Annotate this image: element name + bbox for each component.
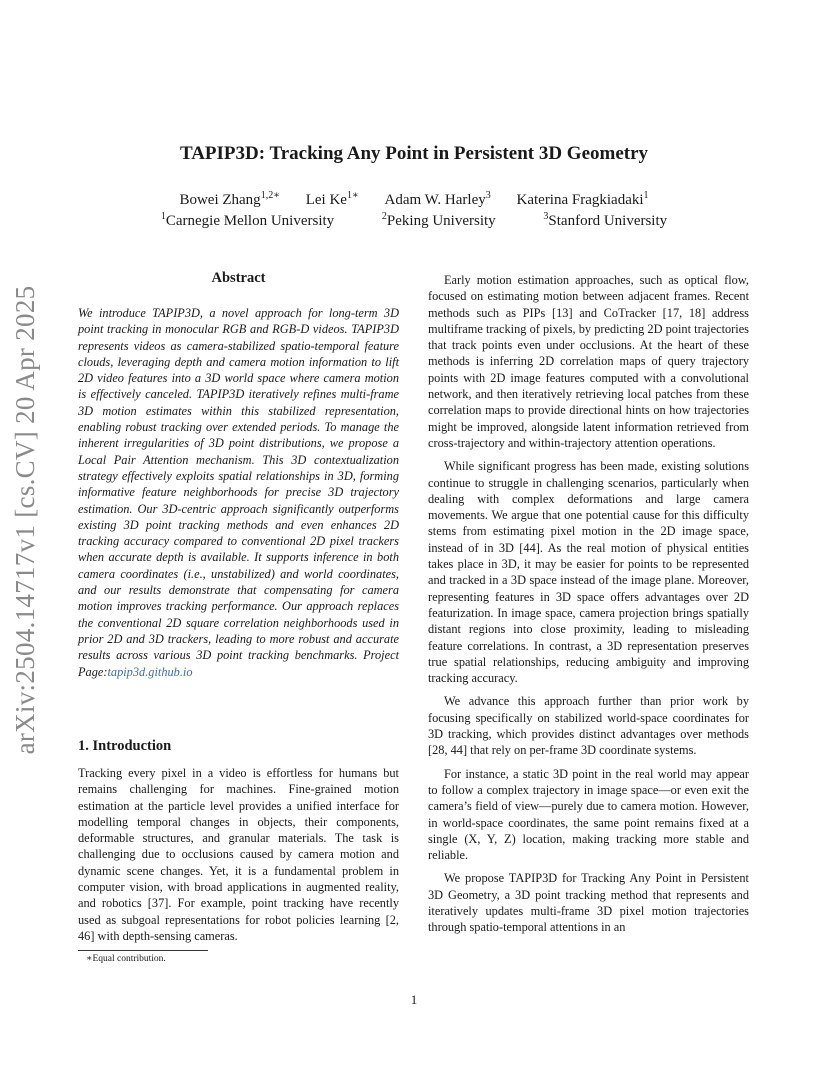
affiliation-list (0, 213, 828, 230)
paragraph-early-motion: Early motion estimation approaches, such as optical flow, focused on estimating motion between adjacent frames. Recent methods such as PIPs [13] and CoTracker [17, 18] address multiframe tracking of pixels, by predicting 2D point trajectories that track points even under occlusions. At the heart of these methods is inferring 2D correlation maps of query trajectory points with 2D image features computed with a convolutional network, and then iteratively retrieving local patches from these correlation maps to provide directional hints on how trajectories might be improved, alongside latent information retrieved from cross-trajectory and within-trajectory attention operations. (428, 273, 749, 450)
paragraph-world-space: We advance this approach further than prior work by focusing specifically on stabilized world-space coordinates for 3D tracking, which provides distinct advantages over methods [28, 44] that rely on per-frame 3D coordinate systems. (428, 694, 749, 758)
author-3: Adam W. Harley$^3$ (384, 190, 491, 208)
abstract-heading: Abstract (211, 270, 266, 286)
arxiv-side-label: arXiv:2504.14717v1 [cs.CV] 20 Apr 2025 (10, 285, 40, 755)
affiliation-3: $^3$Stanford University (543, 211, 668, 229)
author-1: Bowei Zhang$^{1,2∗}$ (179, 190, 280, 208)
project-page-link[interactable]: tapip3d.github.io (107, 664, 193, 679)
abstract-body (78, 305, 399, 680)
abstract-text: We introduce TAPIP3D, a novel approach for long-term 3D point tracking in monocular RGB and RGB-D videos. TAPIP3D represents videos as camera-stabilized spatio-temporal feature clouds, leveraging depth and camera motion information to lift 2D video features into a 3D world space where camera motion is effectively canceled. TAPIP3D iteratively refines multi-frame 3D motion estimates within this stabilized representation, enabling robust tracking over extended periods. To manage the inherent irregularities of 3D point distributions, we propose a Local Pair Attention mechanism. This 3D contextualization strategy effectively exploits spatial relationships in 3D, forming informative feature neighborhoods for precise 3D trajectory estimation. Our 3D-centric approach significantly outperforms existing 3D point tracking methods and even enhances 2D tracking accuracy compared to conventional 2D pixel trackers when accurate depth is available. It supports inference in both camera coordinates (i.e., unstabilized) and world coordinates, and our results demonstrate that compensating for camera motion improves tracking performance. Our approach replaces the conventional 2D square correlation neighborhoods used in prior 2D and 3D trackers, leading to more robust and accurate results across various 3D point tracking benchmarks. Project Page: (78, 306, 399, 679)
author-list (0, 192, 828, 209)
paragraph-static-point: For instance, a static 3D point in the real world may appear to follow a complex trajectory in image space—or even exit the camera’s field of view—purely due to camera motion. However, in world-space coordinates, the same point remains fixed at a single (X, Y, Z) location, making tracking more stable and reliable. (428, 766, 749, 863)
paragraph-we-propose: We propose TAPIP3D for Tracking Any Point in Persistent 3D Geometry, a 3D point tracking method that represents and iteratively updates multi-frame 3D pixel motion trajectories through spatio-temporal attentions in an (428, 871, 749, 935)
page-number: 1 (410, 992, 418, 1007)
footnote-rule (78, 950, 208, 951)
right-column (428, 272, 749, 943)
section-heading-introduction: 1. Introduction (78, 738, 172, 754)
footnote: ∗Equal contribution. (86, 954, 166, 964)
affiliation-1: $^1$Carnegie Mellon University (160, 211, 335, 229)
affiliation-2: $^2$Peking University (381, 211, 496, 229)
introduction-paragraph: Tracking every pixel in a video is effortless for humans but remains challenging for machines. Fine-grained motion estimation at the particle level provides a unified interface for modelling temporal changes in objects, their components, deformable structures, and granular materials. The task is challenging due to occlusions caused by camera motion and dynamic scene changes. Yet, it is a fundamental problem in computer vision, with broad applications in augmented reality, and robotics [37]. For example, point tracking have recently used as subgoal representations for robot policies learning [2, 46] with depth-sensing cameras. (78, 766, 399, 943)
paper-title: TAPIP3D: Tracking Any Point in Persistent 3D Geometry (179, 143, 649, 164)
paragraph-significant-progress: While significant progress has been made, existing solutions continue to struggle in challenging scenarios, particularly when dealing with complex deformations and large camera movements. We argue that one potential cause for this difficulty stems from estimating pixel motion in the 2D image space, instead of in 3D [44]. As the real motion of physical entities takes place in 3D, it may be easier for points to be represented and tracked in a 3D space instead of the image plane. Moreover, representing features in 3D space offers advantages over 2D featurization. In image space, camera projection brings spatially distant regions into close proximity, leading to misleading feature correlations. In contrast, a 3D representation preserves true spatial relationships, reducing ambiguity and improving tracking accuracy. (428, 459, 749, 686)
author-4: Katerina Fragkiadaki$^1$ (516, 190, 649, 208)
author-2: Lei $Ke^{1∗}$ (305, 190, 359, 208)
